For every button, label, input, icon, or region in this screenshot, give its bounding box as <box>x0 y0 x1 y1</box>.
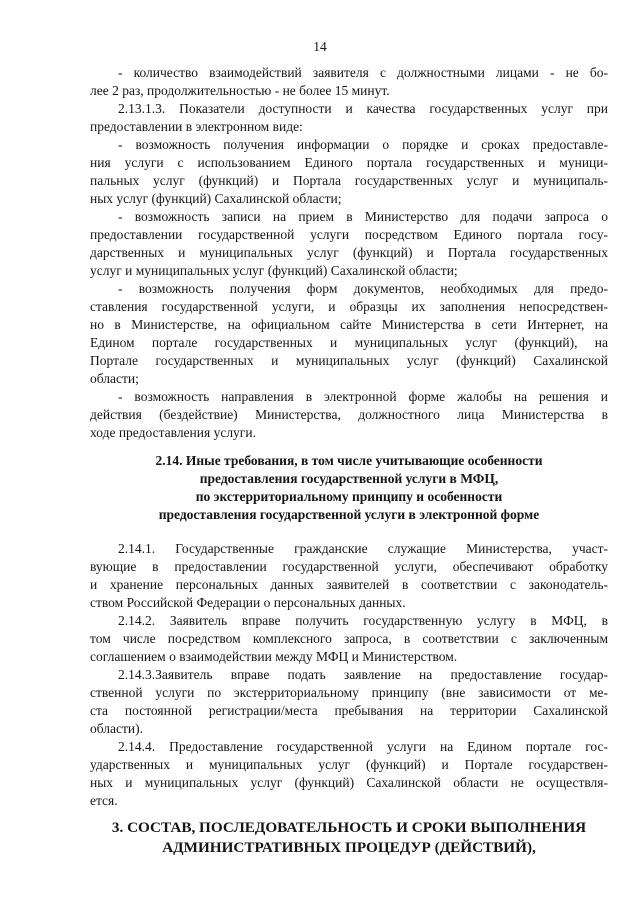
text-line: и хранение персональных данных заявителей в соответствии с законодатель- <box>90 577 608 592</box>
text-line: ством Российской Федерации о персональных данных. <box>90 595 406 610</box>
section-heading: предоставления государственной услуги в электронной форме <box>158 507 540 522</box>
text-line: - возможность записи на прием в Министерство для подачи запроса о <box>118 209 608 224</box>
section-heading: 2.14. Иные требования, в том числе учитывающие особенности <box>155 453 543 468</box>
page-number: 14 <box>313 39 327 54</box>
text-line: ста постоянной регистрации/места пребывания на территории Сахалинской <box>90 703 608 718</box>
text-line: 2.14.2. Заявитель вправе получить государственную услугу в МФЦ, в <box>118 613 608 628</box>
chapter-heading: АДМИНИСТРАТИВНЫХ ПРОЦЕДУР (ДЕЙСТВИЙ), <box>162 839 536 856</box>
text-line: - количество взаимодействий заявителя с должностными лицами - не бо- <box>118 65 608 80</box>
text-line: лее 2 раз, продолжительностью - не более 15 минут. <box>90 83 390 98</box>
text-line: том числе посредством комплексного запроса, в соответствии с заключенным <box>90 631 608 646</box>
text-line: - возможность направления в электронной форме жалобы на решения и <box>118 389 608 404</box>
text-line: ударственных и муниципальных услуг (функций) и Портале государствен- <box>90 757 608 772</box>
text-line: ственной услуги по экстерриториальному принципу (вне зависимости от ме- <box>90 685 608 700</box>
text-line: ходе предоставления услуги. <box>90 425 256 440</box>
text-line: области). <box>90 721 143 736</box>
text-line: предоставлении государственной услуги посредством Единого портала госу- <box>90 227 608 242</box>
text-line: предоставлении в электронном виде: <box>90 119 303 134</box>
text-line: 2.14.1. Государственные гражданские служащие Министерства, участ- <box>118 541 608 556</box>
text-line: но в Министерстве, на официальном сайте Министерства в сети Интернет, на <box>90 317 608 332</box>
text-line: - возможность получения информации о порядке и сроках предоставле- <box>118 137 608 152</box>
text-line: 2.14.3.Заявитель вправе подать заявление на предоставление государ- <box>118 667 608 682</box>
text-line: 2.14.4. Предоставление государственной услуги на Едином портале гос- <box>118 739 608 754</box>
text-line: ных и муниципальных услуг (функций) Сахалинской области не осуществля- <box>90 775 608 790</box>
text-line: соглашением о взаимодействии между МФЦ и Министерством. <box>90 649 458 664</box>
text-line: - возможность получения форм документов, необходимых для предо- <box>118 281 608 296</box>
text-line: Едином портале государственных и муниципальных услуг (функций), на <box>90 335 608 350</box>
text-line: области; <box>90 371 139 386</box>
text-line: ния услуги с использованием Единого портала государственных и муници- <box>90 155 608 170</box>
text-line: дарственных и муниципальных услуг (функций) и Портала государственных <box>90 245 608 260</box>
text-line: действия (бездействие) Министерства, должностного лица Министерства в <box>90 407 608 422</box>
text-line: вующие в предоставлении государственной услуги, обеспечивают обработку <box>90 559 608 574</box>
text-line: ставления государственной услуги, и образцы их заполнения непосредствен- <box>90 299 608 314</box>
text-line: услуг и муниципальных услуг (функций) Сахалинской области; <box>90 263 458 278</box>
section-heading: предоставления государственной услуги в МФЦ, <box>199 471 499 486</box>
text-line: пальных услуг (функций) и Портала государственных услуг и муниципаль- <box>90 173 608 188</box>
chapter-heading: 3. СОСТАВ, ПОСЛЕДОВАТЕЛЬНОСТЬ И СРОКИ ВЫПОЛНЕНИЯ <box>111 819 587 836</box>
text-line: ных услуг (функций) Сахалинской области; <box>90 191 342 206</box>
text-line: Портале государственных и муниципальных услуг (функций) Сахалинской <box>90 353 608 368</box>
text-line: ется. <box>90 793 118 808</box>
text-line: 2.13.1.3. Показатели доступности и качества государственных услуг при <box>118 101 608 116</box>
section-heading: по экстерриториальному принципу и особенности <box>195 489 503 504</box>
